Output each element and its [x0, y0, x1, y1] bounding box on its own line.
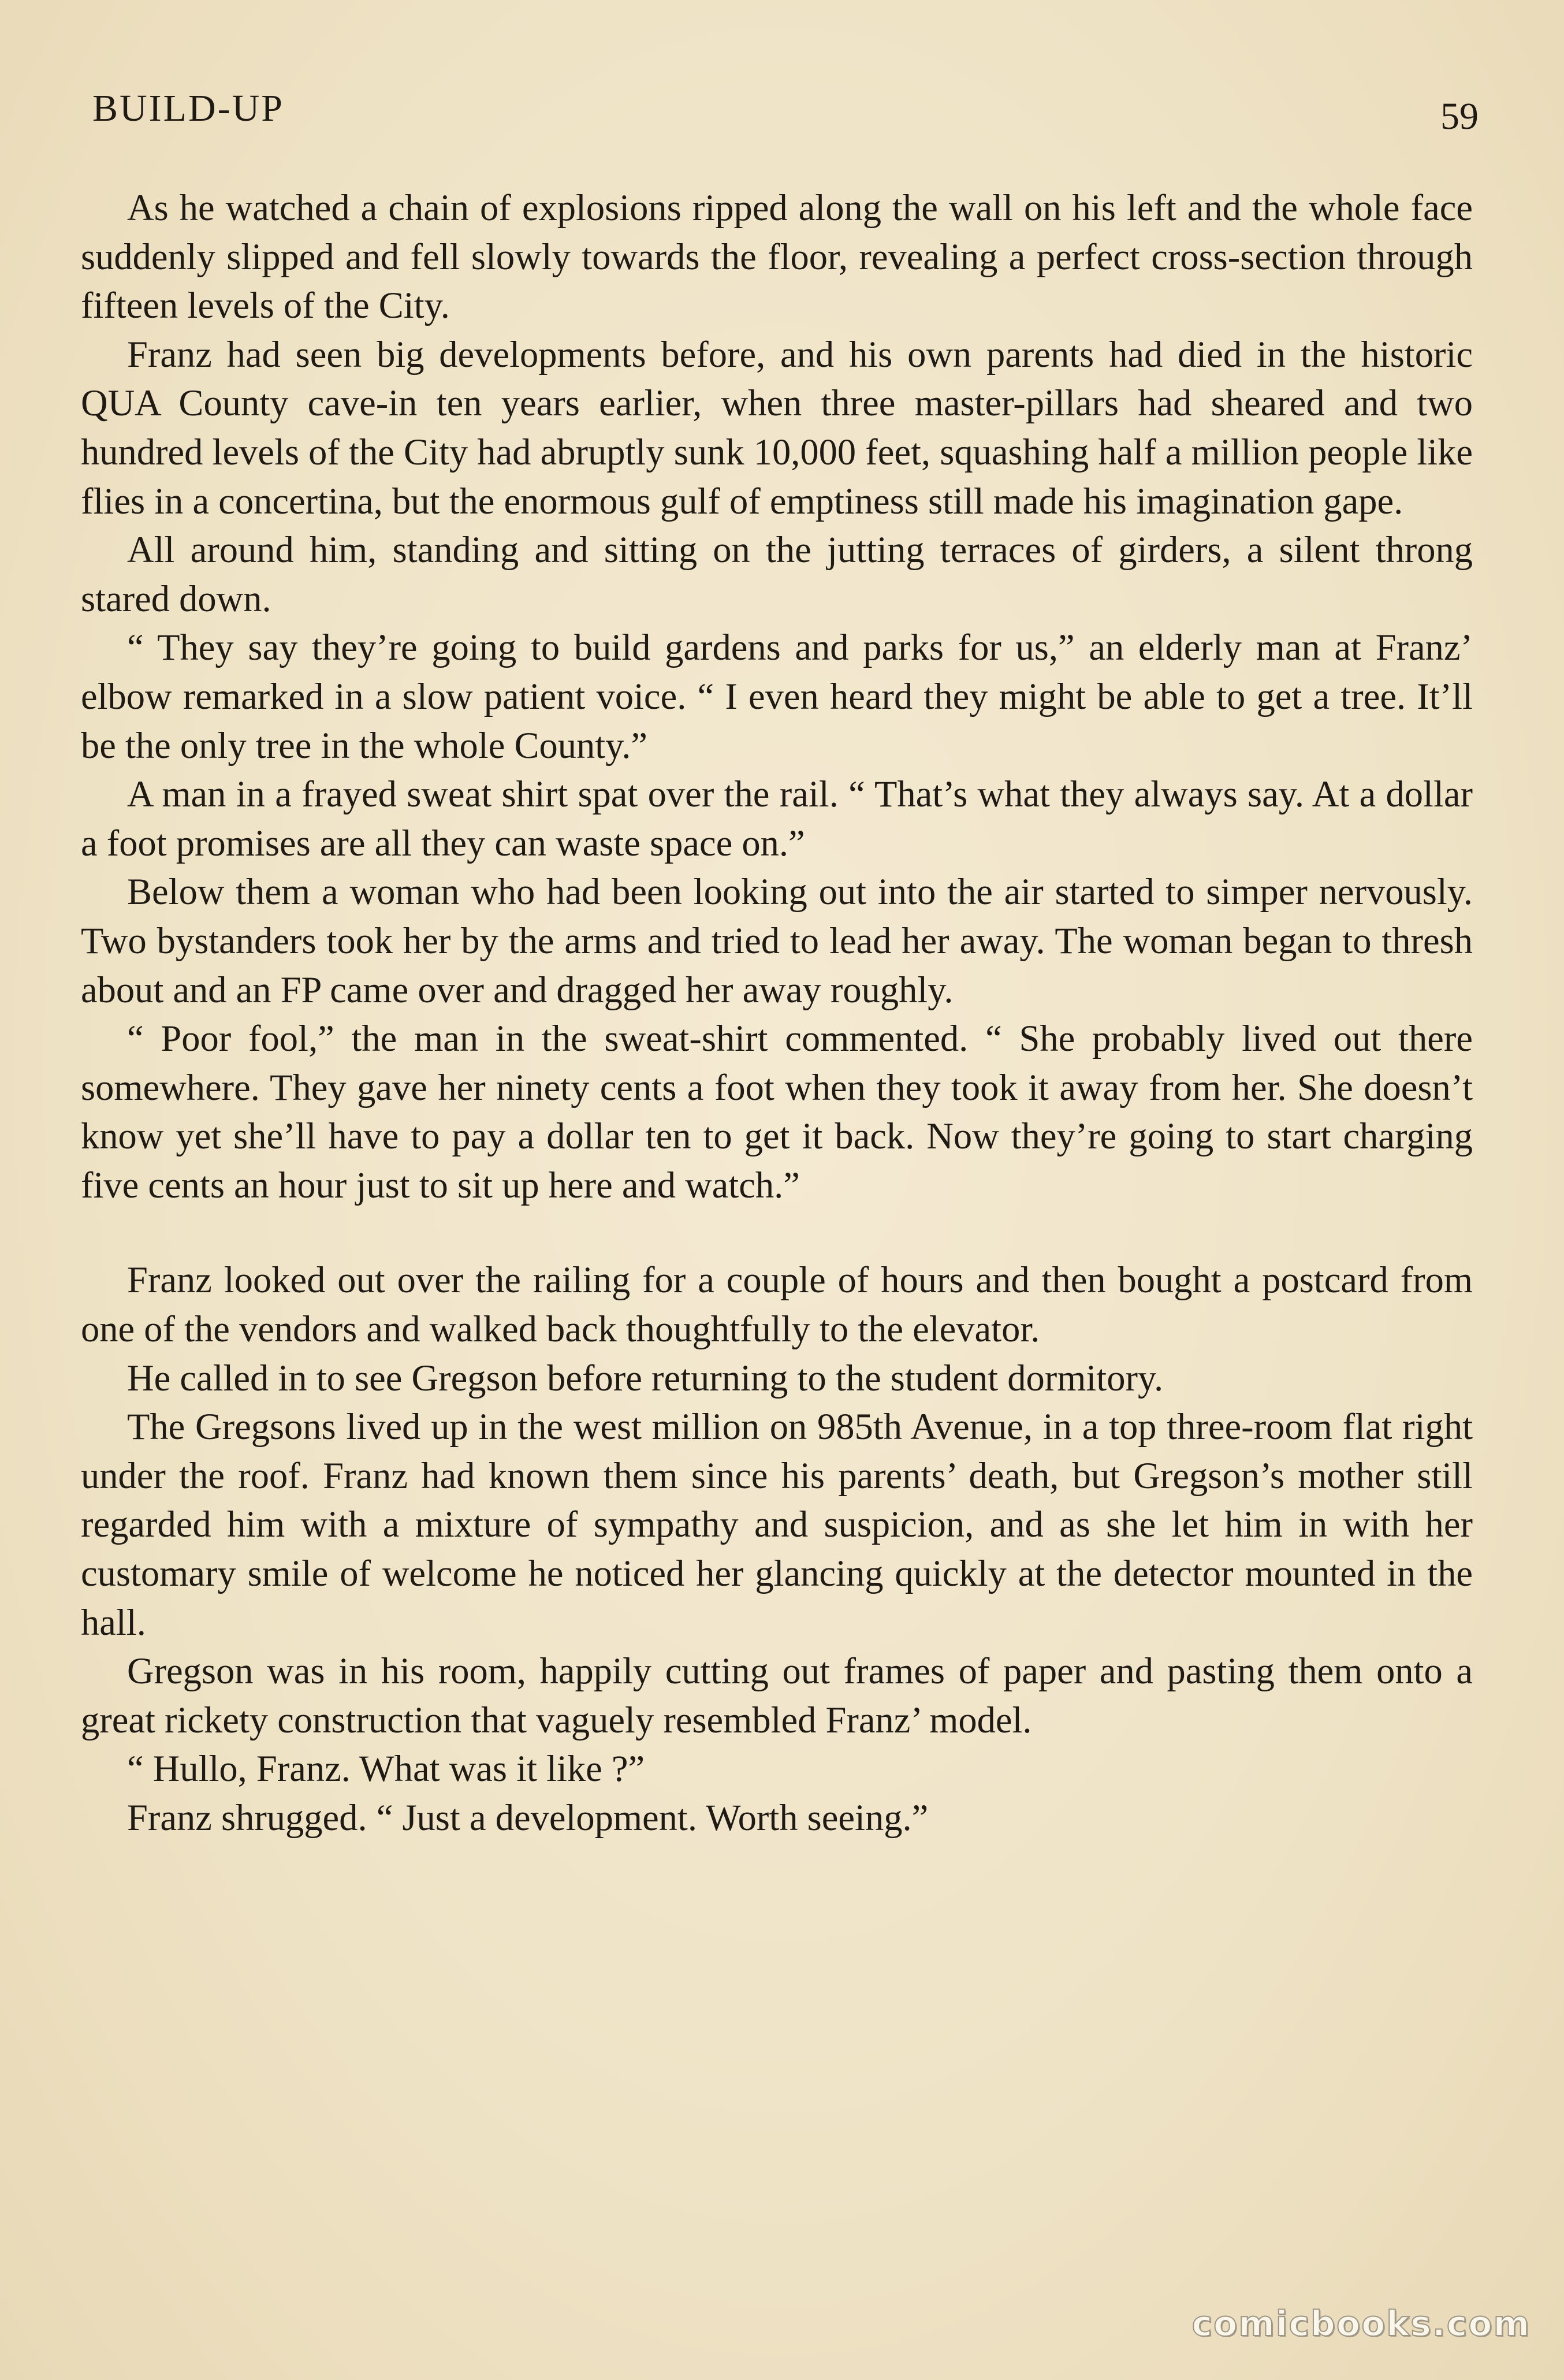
paragraph: Gregson was in his room, happily cutting out frames of paper and pasting them onto a great rickety construction that vaguely resembled Franz’ model.: [81, 1650, 1473, 1741]
paragraph: He called in to see Gregson before returning to the student dormitory.: [127, 1357, 1164, 1399]
paragraph: A man in a frayed sweat shirt spat over the rail. “ That’s what they always say. At a dollar a foot promises are all they can waste space on.”: [81, 774, 1473, 864]
paragraph: Franz shrugged. “ Just a development. Worth seeing.”: [127, 1797, 929, 1838]
paragraph: The Gregsons lived up in the west million on 985th Avenue, in a top three-room flat right under the roof. Franz had known them since his parents’ death, but Gregson’s mother still regarded him with a mixture of sympathy and suspicion, and as she let him in with her customary smile of welcome he noticed her glancing quickly at the detector mounted in the hall.: [81, 1406, 1473, 1643]
paragraph: “ Poor fool,” the man in the sweat-shirt commented. “ She probably lived out there somewhere. They gave her ninety cents a foot when they took it away from her. She doesn’t know yet she’ll have to pay a dollar ten to get it back. Now they’re going to start charging five cents an hour just to sit up here and watch.”: [81, 1018, 1473, 1206]
running-title: BUILD-UP: [92, 87, 284, 129]
paragraph: Below them a woman who had been looking out into the air started to simper nervously. Two bystanders took her by the arms and tried to lead her away. The woman began to thresh about and an FP came over and dragged her away roughly.: [81, 871, 1473, 1010]
paragraph: “ They say they’re going to build gardens and parks for us,” an elderly man at Franz’ elbow remarked in a slow patient voice. “ I even heard they might be able to get a tree. It’ll be the only tree in the whole County.”: [81, 627, 1473, 766]
paragraph: All around him, standing and sitting on the jutting terraces of girders, a silent throng stared down.: [81, 529, 1473, 619]
running-head: [92, 87, 1479, 144]
paragraph: “ Hullo, Franz. What was it like ?”: [127, 1748, 645, 1790]
paragraph: Franz had seen big developments before, and his own parents had died in the historic QUA County cave-in ten years earlier, when three master-pillars had sheared and two hundred levels of the City had abruptly sunk 10,000 feet, squashing half a million people like flies in a concertina, but the enormous gulf of emptiness still made his imagination gape.: [81, 333, 1473, 522]
page-number: 59: [1440, 95, 1479, 137]
site-watermark: comicbooks.com: [1191, 2304, 1531, 2344]
paragraph: Franz looked out over the railing for a couple of hours and then bought a postcard from one of the vendors and walked back thoughtfully to the elevator.: [81, 1259, 1473, 1350]
paragraph: As he watched a chain of explosions ripped along the wall on his left and the whole face suddenly slipped and fell slowly towards the floor, revealing a perfect cross-section through fifteen levels of the City.: [81, 187, 1473, 326]
body-text: [81, 184, 1473, 1843]
